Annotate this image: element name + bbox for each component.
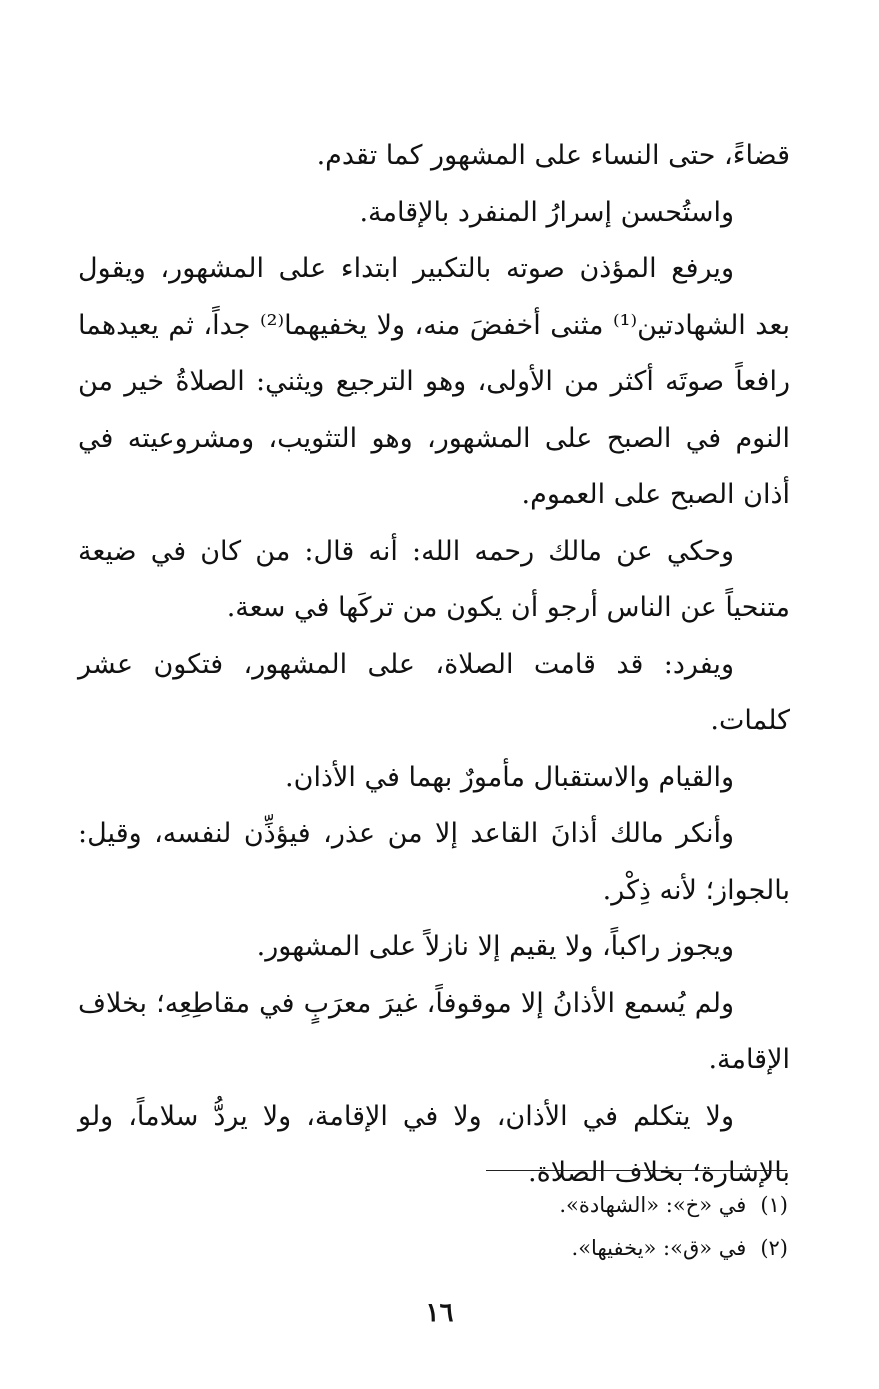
page-number: ١٦ bbox=[425, 1298, 454, 1328]
footnote-number: (١) bbox=[760, 1193, 788, 1217]
paragraph: والقيام والاستقبال مأمورٌ بهما في الأذان. bbox=[285, 761, 734, 793]
paragraph: ويفرد: قد قامت الصلاة، على المشهور، فتكون عشر كلمات. bbox=[78, 648, 790, 736]
paragraph: ولم يُسمع الأذانُ إلا موقوفاً، غيرَ معرَبٍ في مقاطِعِه؛ بخلاف الإقامة. bbox=[78, 987, 790, 1075]
paragraph: ويجوز راكباً، ولا يقيم إلا نازلاً على المشهور. bbox=[256, 931, 734, 962]
footnotes bbox=[300, 1184, 788, 1270]
paragraph: وحكي عن مالك رحمه الله: أنه قال: من كان في ضيعة متنحياً عن الناس أرجو أن يكون من تركَها في سعة. bbox=[78, 535, 790, 623]
paragraph: قضاءً، حتى النساء على المشهور كما تقدم. bbox=[316, 140, 790, 171]
paragraph: ويرفع المؤذن صوته بالتكبير ابتداء على المشهور، ويقول بعد الشهادتين⁽¹⁾ مثنى أخفضَ منه، ولا يخفيهما⁽²⁾ جداً، ثم يعيدهما رافعاً صوتَه أكثر من الأولى، وهو الترجيع ويثني: الصلاةُ خير من النوم في الصبح على المشهور، وهو التثويب، ومشروعيته في أذان الصبح على العموم. bbox=[78, 253, 790, 510]
paragraph: ولا يتكلم في الأذان، ولا في الإقامة، ولا يردُّ سلاماً، ولو بالإشارة؛ بخلاف الصلاة. bbox=[78, 1100, 790, 1188]
footnote-item bbox=[300, 1184, 788, 1227]
footnote-number: (٢) bbox=[760, 1236, 788, 1260]
footnote-text: في «خ»: «الشهادة». bbox=[559, 1193, 747, 1217]
paragraph: وأنكر مالك أذانَ القاعد إلا من عذر، فيؤذِّن لنفسه، وقيل: بالجواز؛ لأنه ذِكْر. bbox=[78, 818, 790, 906]
paragraph: واستُحسن إسرارُ المنفرد بالإقامة. bbox=[359, 196, 734, 228]
footnote-text: في «ق»: «يخفيها». bbox=[571, 1236, 747, 1260]
footnote-item bbox=[300, 1227, 788, 1270]
footnote-divider bbox=[486, 1170, 787, 1171]
page-body bbox=[78, 128, 790, 1202]
